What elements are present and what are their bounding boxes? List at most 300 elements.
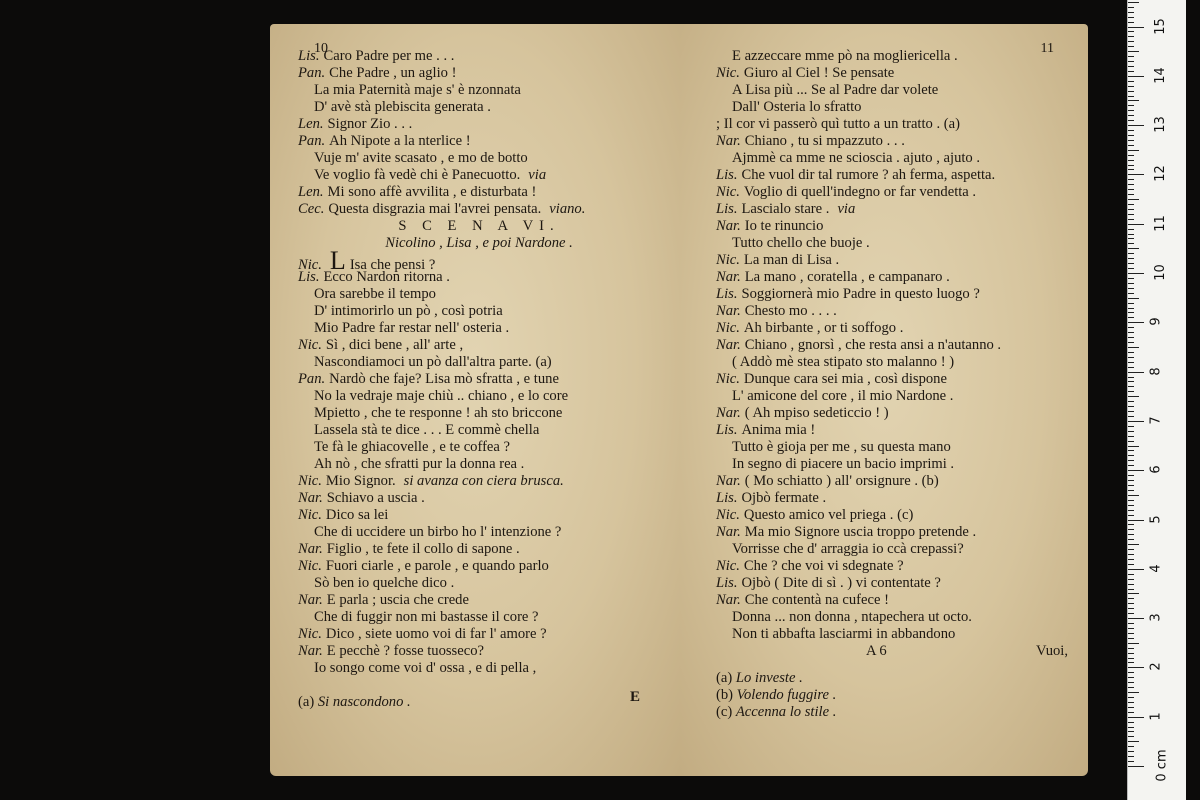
- speaker-label: Nic.: [716, 252, 740, 268]
- ruler-tick: [1128, 12, 1134, 13]
- speaker-label: Nic.: [716, 320, 740, 336]
- speaker-label: Lis.: [716, 286, 738, 302]
- line-text: Chiano , gnorsì , che resta ansi a n'autanno .: [744, 337, 1002, 353]
- footnote: [716, 704, 1068, 721]
- ruler-tick: [1128, 204, 1134, 205]
- ruler-number: 11: [1152, 214, 1168, 232]
- text-line: [716, 490, 1068, 507]
- ruler-number: 1: [1148, 712, 1164, 721]
- line-text: Tutto chello che buoje .: [732, 235, 870, 251]
- ruler-tick: [1128, 273, 1144, 274]
- ruler-number: 4: [1148, 564, 1164, 573]
- line-text: D' intimorirlo un pò , così potria: [314, 303, 503, 319]
- ruler-tick: [1128, 174, 1144, 175]
- ruler: [1127, 0, 1186, 800]
- line-text: Lascialo stare .: [741, 201, 830, 217]
- line-text: Dico , siete uomo voi di far l' amore ?: [325, 626, 547, 642]
- ruler-tick: [1128, 110, 1134, 111]
- line-text: ; Il cor vi passerò quì tutto a un tratto . (a): [716, 116, 960, 132]
- ruler-tick: [1128, 564, 1134, 565]
- page-number: 10: [314, 41, 328, 56]
- text-line: [298, 184, 660, 201]
- line-text: Ajmmè ca mme ne scioscia . ajuto , ajuto .: [732, 150, 981, 166]
- line-text: Chiano , tu si mpazzuto . . .: [744, 133, 905, 149]
- ruler-tick: [1128, 549, 1134, 550]
- text-line: [716, 354, 1068, 371]
- footnote-mark: (a): [716, 670, 736, 686]
- ruler-tick: [1128, 293, 1134, 294]
- ruler-tick: [1128, 470, 1144, 471]
- ruler-tick: [1128, 623, 1134, 624]
- text-line: [716, 541, 1068, 558]
- ruler-tick: [1128, 441, 1134, 442]
- ruler-tick: [1128, 243, 1134, 244]
- line-text: D' avè stà plebiscita generata .: [314, 99, 491, 115]
- text-line: [298, 371, 660, 388]
- line-text: Che ? che voi vi sdegnate ?: [743, 558, 904, 574]
- text-line: [716, 524, 1068, 541]
- text-line: [716, 48, 1068, 65]
- speaker-label: Nar.: [716, 405, 741, 421]
- line-text: Dunque cara sei mia , così dispone: [743, 371, 947, 387]
- ruler-tick: [1128, 638, 1134, 639]
- ruler-tick: [1128, 717, 1144, 718]
- speaker-label: Lis.: [298, 269, 320, 285]
- speaker-label: Lis.: [716, 575, 738, 591]
- ruler-tick: [1128, 682, 1134, 683]
- ruler-tick: [1128, 165, 1134, 166]
- ruler-tick: [1128, 653, 1134, 654]
- ruler-tick: [1128, 234, 1134, 235]
- ruler-number: 9: [1148, 317, 1164, 326]
- speaker-label: Nic.: [716, 371, 740, 387]
- ruler-number: 14: [1152, 67, 1168, 84]
- line-text: Sì , dici bene , all' arte ,: [325, 337, 464, 353]
- ruler-tick: [1128, 2, 1139, 3]
- ruler-tick: [1128, 712, 1134, 713]
- text-line: [298, 133, 660, 150]
- ruler-tick: [1128, 490, 1134, 491]
- speaker-label: Nar.: [298, 490, 323, 506]
- text-line: [716, 116, 1068, 133]
- line-text: La mano , coratella , e campanaro .: [744, 269, 950, 285]
- ruler-tick: [1128, 303, 1134, 304]
- speaker-label: Nar.: [298, 592, 323, 608]
- line-text: In segno di piacere un bacio imprimi .: [732, 456, 955, 472]
- speaker-label: Nic.: [298, 558, 322, 574]
- ruler-tick: [1128, 327, 1134, 328]
- line-text: Nascondiamoci un pò dall'altra parte. (a): [314, 354, 552, 370]
- ruler-tick: [1128, 86, 1134, 87]
- ruler-tick: [1128, 396, 1139, 397]
- ruler-tick: [1128, 411, 1134, 412]
- line-text: Ah nò , che sfratti pur la donna rea .: [314, 456, 525, 472]
- ruler-tick: [1128, 81, 1134, 82]
- line-text: Non ti abbafta lasciarmi in abbandono: [732, 626, 956, 642]
- right-page: [680, 24, 1088, 776]
- speaker-label: Lis.: [716, 167, 738, 183]
- ruler-tick: [1128, 214, 1134, 215]
- speaker-label: Len.: [298, 116, 324, 132]
- ruler-tick: [1128, 258, 1134, 259]
- speaker-label: Pan.: [298, 371, 326, 387]
- speaker-label: Nar.: [716, 524, 741, 540]
- ruler-tick: [1128, 169, 1134, 170]
- text-line: [716, 167, 1068, 184]
- ruler-tick: [1128, 426, 1134, 427]
- ruler-tick: [1128, 648, 1134, 649]
- ruler-tick: [1128, 589, 1134, 590]
- line-text: Ojbò ( Dite di sì . ) vi contentate ?: [741, 575, 941, 591]
- line-text: Sò ben io quelche dico .: [314, 575, 455, 591]
- ruler-tick: [1128, 209, 1134, 210]
- ruler-tick: [1128, 662, 1134, 663]
- ruler-tick: [1128, 727, 1134, 728]
- ruler-tick: [1128, 22, 1134, 23]
- left-page: [270, 24, 680, 776]
- text-line: [298, 507, 660, 524]
- line-text: Mpietto , che te responne ! ah sto briccone: [314, 405, 563, 421]
- ruler-tick: [1128, 455, 1134, 456]
- ruler-tick: [1128, 179, 1134, 180]
- ruler-tick: [1128, 145, 1134, 146]
- ruler-tick: [1128, 608, 1134, 609]
- ruler-tick: [1128, 505, 1134, 506]
- ruler-tick: [1128, 574, 1134, 575]
- page-number: 11: [1040, 41, 1054, 56]
- ruler-tick: [1128, 46, 1134, 47]
- ruler-number: 3: [1148, 613, 1164, 622]
- line-text: Voglio di quell'indegno or far vendetta .: [743, 184, 977, 200]
- text-line: [298, 48, 660, 65]
- ruler-tick: [1128, 618, 1144, 619]
- ruler-tick: [1128, 465, 1134, 466]
- line-text: Te fà le ghiacovelle , e te coffea ?: [314, 439, 511, 455]
- line-text: L' amicone del core , il mio Nardone .: [732, 388, 954, 404]
- ruler-tick: [1128, 736, 1134, 737]
- text-line: [716, 133, 1068, 150]
- text-line: [716, 592, 1068, 609]
- ruler-tick: [1128, 224, 1144, 225]
- text-line: [716, 184, 1068, 201]
- text-line: [298, 490, 660, 507]
- ruler-tick: [1128, 312, 1134, 313]
- line-text: E parla ; uscia che crede: [326, 592, 469, 608]
- line-text: Ma mio Signore uscia troppo pretende .: [744, 524, 977, 540]
- ruler-tick: [1128, 189, 1134, 190]
- ruler-number: 2: [1148, 662, 1164, 672]
- text-line: [716, 609, 1068, 626]
- text-line: [298, 269, 660, 286]
- ruler-tick: [1128, 41, 1134, 42]
- speaker-label: Nic.: [298, 626, 322, 642]
- ruler-tick: [1128, 446, 1139, 447]
- speaker-label: Lis.: [716, 422, 738, 438]
- speaker-label: Pan.: [298, 133, 326, 149]
- footnote-mark: (b): [716, 687, 737, 703]
- ruler-tick: [1128, 377, 1134, 378]
- line-text: Questo amico vel priega . (c): [743, 507, 914, 523]
- ruler-tick: [1128, 71, 1134, 72]
- ruler-tick: [1128, 352, 1134, 353]
- line-text: Chesto mo . . . .: [744, 303, 837, 319]
- line-text: Anima mia !: [741, 422, 816, 438]
- text-line: [298, 643, 660, 660]
- speaker-label: Nic.: [716, 65, 740, 81]
- speaker-label: Nic.: [716, 507, 740, 523]
- ruler-tick: [1128, 554, 1134, 555]
- speaker-label: Nic.: [716, 184, 740, 200]
- ruler-tick: [1128, 337, 1134, 338]
- text-line: [716, 303, 1068, 320]
- ruler-tick: [1128, 199, 1139, 200]
- ruler-tick: [1128, 219, 1134, 220]
- footnote: [716, 687, 1068, 704]
- text-line: [298, 150, 660, 167]
- line-text: Dico sa lei: [325, 507, 389, 523]
- ruler-number: 15: [1152, 17, 1168, 35]
- ruler-tick: [1128, 613, 1134, 614]
- ruler-tick: [1128, 76, 1144, 77]
- scene-characters: [298, 235, 660, 252]
- footnote: [716, 670, 1068, 687]
- text-line: [298, 541, 660, 558]
- ruler-tick: [1128, 27, 1144, 28]
- ruler-tick: [1128, 416, 1134, 417]
- text-line: [716, 320, 1068, 337]
- ruler-tick: [1128, 702, 1134, 703]
- line-text: Ora sarebbe il tempo: [314, 286, 436, 302]
- ruler-tick: [1128, 56, 1134, 57]
- line-text: Mio Padre far restar nell' osteria .: [314, 320, 510, 336]
- ruler-tick: [1128, 91, 1134, 92]
- line-text: Schiavo a uscia .: [326, 490, 425, 506]
- ruler-tick: [1128, 184, 1134, 185]
- text-line: [716, 252, 1068, 269]
- line-text: Caro Padre per me . . .: [323, 48, 455, 64]
- ruler-tick: [1128, 460, 1134, 461]
- ruler-tick: [1128, 381, 1134, 382]
- ruler-tick: [1128, 298, 1139, 299]
- text-line: [716, 65, 1068, 82]
- speaker-label: Nar.: [716, 337, 741, 353]
- speaker-label: Pan.: [298, 65, 326, 81]
- ruler-tick: [1128, 125, 1144, 126]
- text-line: [716, 235, 1068, 252]
- footnotes: [716, 670, 1068, 721]
- ruler-tick: [1128, 731, 1134, 732]
- ruler-tick: [1128, 347, 1139, 348]
- ruler-tick: [1128, 756, 1134, 757]
- ruler-tick: [1128, 658, 1134, 659]
- ruler-tick: [1128, 391, 1134, 392]
- ruler-tick: [1128, 722, 1134, 723]
- ruler-tick: [1128, 100, 1139, 101]
- text-line: [298, 456, 660, 473]
- ruler-tick: [1128, 317, 1134, 318]
- ruler-tick: [1128, 436, 1134, 437]
- speaker-label: Nar.: [716, 269, 741, 285]
- line-text: Vorrisse che d' arraggia io ccà crepassi?: [732, 541, 964, 557]
- ruler-number: 10: [1152, 264, 1168, 281]
- text-line: [298, 609, 660, 626]
- text-line: [716, 269, 1068, 286]
- text-line: [298, 167, 660, 184]
- text-line: [716, 405, 1068, 422]
- ruler-tick: [1128, 308, 1134, 309]
- text-line: [298, 405, 660, 422]
- speaker-label: Nar.: [716, 303, 741, 319]
- line-text: Ah birbante , or ti soffogo .: [743, 320, 904, 336]
- ruler-number: 7: [1148, 416, 1164, 425]
- line-text: Che vuol dir tal rumore ? ah ferma, aspetta.: [741, 167, 996, 183]
- speaker-label: Nar.: [716, 592, 741, 608]
- ruler-tick: [1128, 603, 1134, 604]
- text-line: [298, 320, 660, 337]
- line-text: E pecchè ? fosse tuosseco?: [326, 643, 484, 659]
- line-text: Mio Signor.: [325, 473, 396, 489]
- ruler-tick: [1128, 687, 1134, 688]
- ruler-tick: [1128, 194, 1134, 195]
- ruler-tick: [1128, 406, 1134, 407]
- stage-direction: viano.: [549, 201, 586, 217]
- ruler-tick: [1128, 61, 1134, 62]
- text-line: [298, 286, 660, 303]
- ruler-tick: [1128, 155, 1134, 156]
- ruler-unit-label: 0 cm: [1154, 749, 1170, 782]
- ruler-tick: [1128, 746, 1134, 747]
- text-line: [298, 439, 660, 456]
- line-text: Giuro al Ciel ! Se pensate: [743, 65, 895, 81]
- ruler-tick: [1128, 367, 1134, 368]
- ruler-tick: [1128, 238, 1134, 239]
- text-block: [716, 48, 1068, 643]
- ruler-number: 5: [1148, 514, 1164, 524]
- text-line: [716, 558, 1068, 575]
- text-line: [298, 201, 660, 218]
- line-text: Donna ... non donna , ntapechera ut octo.: [732, 609, 972, 625]
- line-text: Nicolino , Lisa , e poi Nardone .: [385, 235, 573, 251]
- line-text: Io songo come voi d' ossa , e di pella ,: [314, 660, 537, 676]
- text-line: [716, 456, 1068, 473]
- ruler-tick: [1128, 633, 1134, 634]
- ruler-tick: [1128, 672, 1134, 673]
- ruler-tick: [1128, 559, 1134, 560]
- line-text: Dall' Osteria lo sfratto: [732, 99, 862, 115]
- ruler-tick: [1128, 692, 1139, 693]
- signature-line: [716, 643, 1068, 660]
- text-line: [716, 507, 1068, 524]
- speaker-label: Nic.: [716, 558, 740, 574]
- footnote-mark: (c): [716, 704, 736, 720]
- ruler-tick: [1128, 510, 1134, 511]
- ruler-tick: [1128, 160, 1134, 161]
- ruler-tick: [1128, 643, 1139, 644]
- text-line: [298, 473, 660, 490]
- ruler-tick: [1128, 475, 1134, 476]
- line-text: Questa disgrazia mai l'avrei pensata.: [328, 201, 542, 217]
- ruler-tick: [1128, 36, 1134, 37]
- ruler-tick: [1128, 628, 1134, 629]
- ruler-tick: [1128, 120, 1134, 121]
- line-text: E azzeccare mme pò na mogliericella .: [732, 48, 958, 64]
- ruler-number: 13: [1152, 116, 1168, 133]
- text-line: [716, 99, 1068, 116]
- footnote-text: Lo investe .: [735, 670, 803, 686]
- ruler-tick: [1128, 584, 1134, 585]
- ruler-tick: [1128, 115, 1134, 116]
- speaker-label: Nar.: [298, 541, 323, 557]
- ruler-tick: [1128, 66, 1134, 67]
- ruler-tick: [1128, 7, 1134, 8]
- ruler-tick: [1128, 515, 1134, 516]
- line-text: ( Addò mè stea stipato sto malanno ! ): [732, 354, 955, 370]
- ruler-tick: [1128, 401, 1134, 402]
- text-line: [298, 592, 660, 609]
- text-line: [298, 303, 660, 320]
- ruler-tick: [1128, 372, 1144, 373]
- ruler-tick: [1128, 140, 1134, 141]
- speaker-label: Lis.: [298, 48, 320, 64]
- ruler-tick: [1128, 598, 1134, 599]
- text-line: [716, 439, 1068, 456]
- text-block: [298, 48, 660, 677]
- speaker-label: Nic.: [298, 257, 322, 273]
- line-text: ( Mo schiatto ) all' orsignure . (b): [744, 473, 939, 489]
- ruler-tick: [1128, 431, 1134, 432]
- ruler-tick: [1128, 751, 1134, 752]
- ruler-tick: [1128, 229, 1134, 230]
- ruler-tick: [1128, 342, 1134, 343]
- text-line: [298, 388, 660, 405]
- text-line: [298, 626, 660, 643]
- ruler-tick: [1128, 322, 1144, 323]
- ruler-tick: [1128, 534, 1134, 535]
- ruler-tick: [1128, 569, 1144, 570]
- line-text: A Lisa più ... Se al Padre dar volete: [732, 82, 939, 98]
- speaker-label: Nic.: [298, 337, 322, 353]
- text-line: [716, 371, 1068, 388]
- text-line: [716, 626, 1068, 643]
- line-text: Mi sono affè avvilita , e disturbata !: [327, 184, 537, 200]
- speaker-label: Len.: [298, 184, 324, 200]
- speaker-label: Lis.: [716, 201, 738, 217]
- line-text: Io te rinuncio: [744, 218, 824, 234]
- line-text: Che Padre , un aglio !: [329, 65, 457, 81]
- speaker-label: Lis.: [716, 490, 738, 506]
- text-line: [298, 354, 660, 371]
- speaker-label: Nar.: [716, 473, 741, 489]
- drop-capital: L: [329, 246, 346, 275]
- scene-heading: [298, 218, 660, 235]
- speaker-label: Nic.: [298, 507, 322, 523]
- ruler-number: 8: [1148, 366, 1164, 376]
- line-text: Soggiornerà mio Padre in questo luogo ?: [741, 286, 980, 302]
- ruler-tick: [1128, 362, 1134, 363]
- text-line: [298, 82, 660, 99]
- text-line: [298, 246, 660, 275]
- ruler-tick: [1128, 17, 1134, 18]
- ruler-tick: [1128, 677, 1134, 678]
- catchword: Vuoi,: [1036, 643, 1068, 659]
- ruler-tick: [1128, 579, 1134, 580]
- text-line: [298, 422, 660, 439]
- ruler-tick: [1128, 539, 1134, 540]
- ruler-tick: [1128, 766, 1144, 767]
- line-text: Nardò che faje? Lisa mò sfratta , e tune: [329, 371, 559, 387]
- ruler-tick: [1128, 741, 1139, 742]
- line-text: Che contentà na cufece !: [744, 592, 889, 608]
